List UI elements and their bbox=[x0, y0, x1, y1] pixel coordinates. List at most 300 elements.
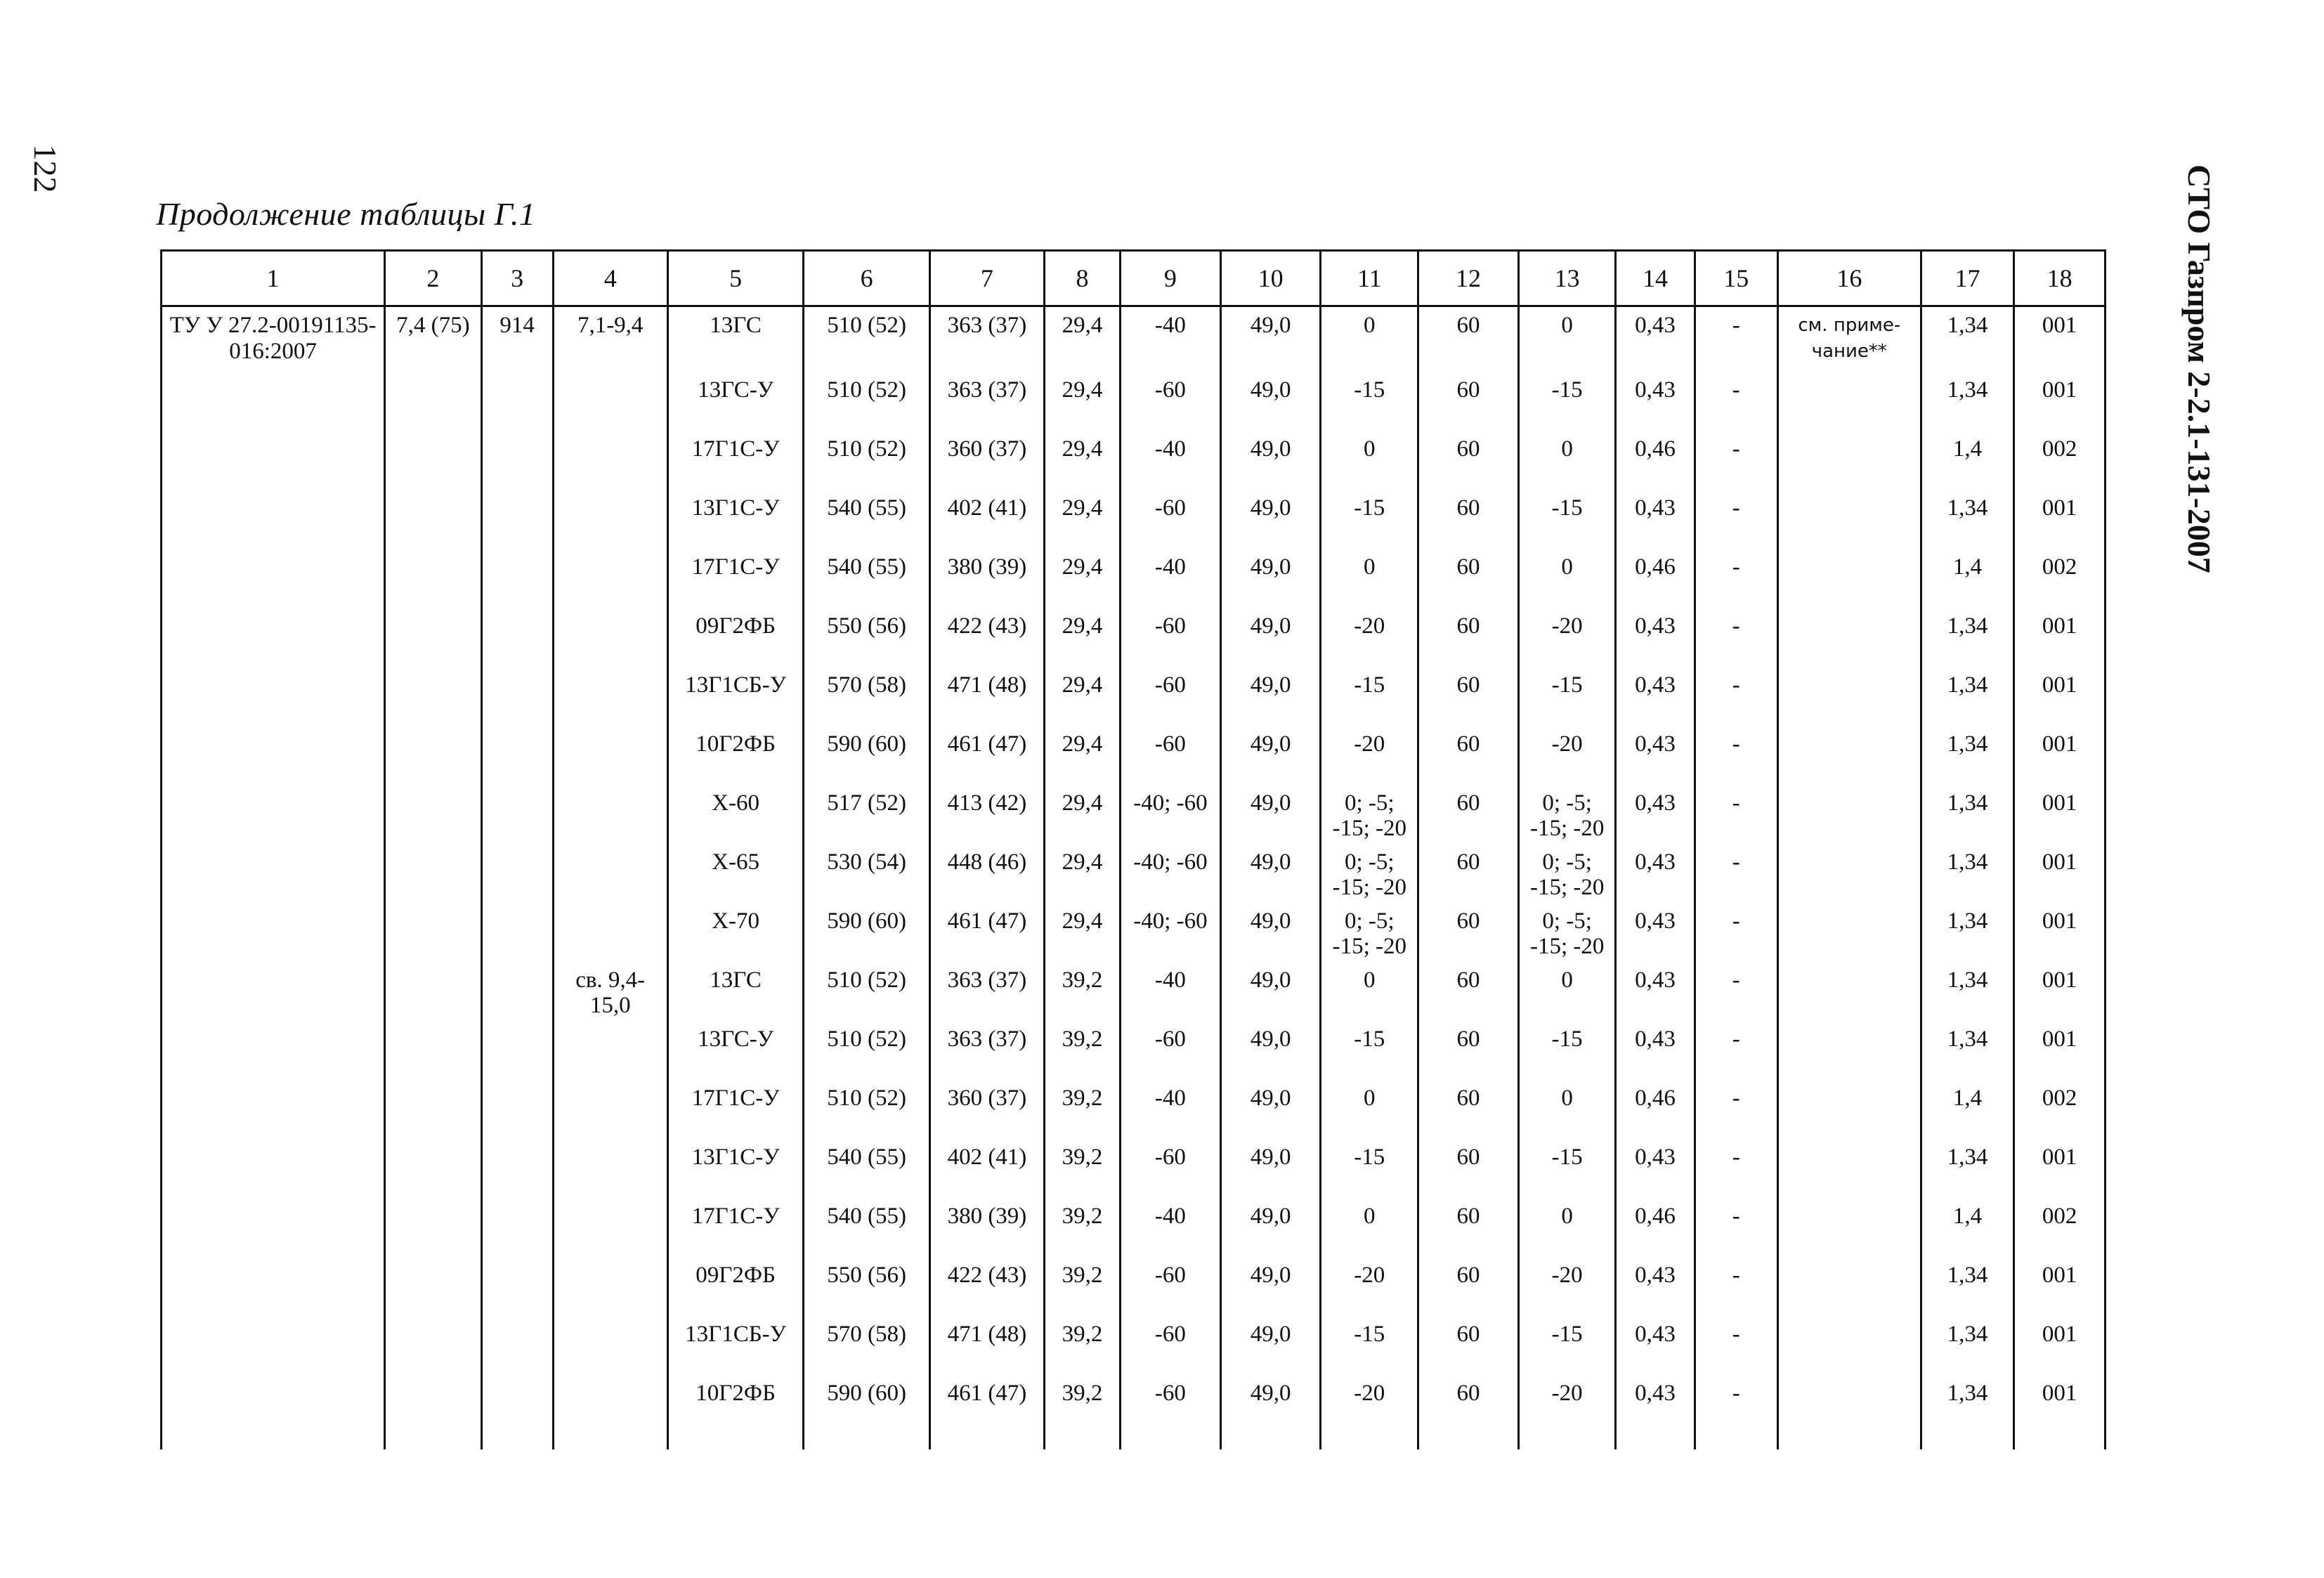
col3-cell bbox=[481, 1320, 553, 1379]
value-cell-col12: 60 bbox=[1418, 435, 1519, 494]
table-row bbox=[162, 1084, 2106, 1143]
value-cell-col9: -60 bbox=[1121, 494, 1221, 553]
value-cell-col8: 29,4 bbox=[1044, 730, 1120, 789]
tu-cell bbox=[162, 1025, 385, 1084]
table-row bbox=[162, 1025, 2106, 1084]
value-cell-col9: -60 bbox=[1121, 730, 1221, 789]
value-cell-col7: 422 (43) bbox=[929, 612, 1044, 671]
value-cell-col8: 39,2 bbox=[1044, 966, 1120, 1025]
thickness-cell bbox=[553, 1084, 667, 1143]
value-cell-col6: 570 (58) bbox=[804, 671, 929, 730]
value-cell-col10: 49,0 bbox=[1220, 848, 1321, 907]
thickness-cell bbox=[553, 1320, 667, 1379]
value-cell-col10: 49,0 bbox=[1220, 1025, 1321, 1084]
table-row bbox=[162, 1379, 2106, 1449]
steel-grade-cell: 17Г1С-У bbox=[667, 1202, 804, 1261]
col2-cell bbox=[385, 848, 482, 907]
tu-cell bbox=[162, 1379, 385, 1449]
note-cell bbox=[1777, 848, 1921, 907]
value-cell-col15: - bbox=[1695, 553, 1777, 612]
value-cell-col7: 363 (37) bbox=[929, 1025, 1044, 1084]
value-cell-col18: 002 bbox=[2014, 1084, 2106, 1143]
value-cell-col6: 590 (60) bbox=[804, 907, 929, 966]
value-cell-col15: - bbox=[1695, 1261, 1777, 1320]
table-row bbox=[162, 1320, 2106, 1379]
value-cell-col12: 60 bbox=[1418, 730, 1519, 789]
value-cell-col13: 0 bbox=[1518, 966, 1616, 1025]
value-cell-col17: 1,34 bbox=[1921, 1143, 2014, 1202]
column-header-2: 2 bbox=[385, 251, 482, 306]
value-cell-col18: 001 bbox=[2014, 1143, 2106, 1202]
value-cell-col8: 29,4 bbox=[1044, 376, 1120, 435]
column-header-6: 6 bbox=[804, 251, 929, 306]
value-cell-col11: -15 bbox=[1321, 1025, 1418, 1084]
value-cell-col18: 001 bbox=[2014, 789, 2106, 848]
value-cell-col17: 1,34 bbox=[1921, 966, 2014, 1025]
value-cell-col10: 49,0 bbox=[1220, 1320, 1321, 1379]
value-cell-col17: 1,34 bbox=[1921, 907, 2014, 966]
column-header-11: 11 bbox=[1321, 251, 1418, 306]
value-cell-col12: 60 bbox=[1418, 1202, 1519, 1261]
value-cell-col17: 1,34 bbox=[1921, 730, 2014, 789]
tu-cell bbox=[162, 376, 385, 435]
col3-cell bbox=[481, 376, 553, 435]
value-cell-col15: - bbox=[1695, 671, 1777, 730]
note-cell bbox=[1777, 1084, 1921, 1143]
value-cell-col13: 0 bbox=[1518, 1084, 1616, 1143]
col3-cell bbox=[481, 1025, 553, 1084]
value-cell-col7: 422 (43) bbox=[929, 1261, 1044, 1320]
steel-grade-cell: 10Г2ФБ bbox=[667, 1379, 804, 1449]
col2-cell bbox=[385, 376, 482, 435]
thickness-cell bbox=[553, 1202, 667, 1261]
value-cell-col15: - bbox=[1695, 730, 1777, 789]
value-cell-col15: - bbox=[1695, 966, 1777, 1025]
value-cell-col10: 49,0 bbox=[1220, 553, 1321, 612]
tu-cell bbox=[162, 730, 385, 789]
value-cell-col8: 29,4 bbox=[1044, 907, 1120, 966]
value-cell-col8: 29,4 bbox=[1044, 789, 1120, 848]
value-cell-col11: -15 bbox=[1321, 494, 1418, 553]
note-cell bbox=[1777, 907, 1921, 966]
table-row bbox=[162, 730, 2106, 789]
column-header-1: 1 bbox=[162, 251, 385, 306]
col2-cell bbox=[385, 730, 482, 789]
col3-cell: 914 bbox=[481, 306, 553, 377]
col2-cell bbox=[385, 907, 482, 966]
value-cell-col11: -15 bbox=[1321, 1320, 1418, 1379]
value-cell-col13: -15 bbox=[1518, 1025, 1616, 1084]
value-cell-col17: 1,34 bbox=[1921, 306, 2014, 377]
col3-cell bbox=[481, 671, 553, 730]
note-cell bbox=[1777, 789, 1921, 848]
value-cell-col10: 49,0 bbox=[1220, 907, 1321, 966]
steel-grade-cell: 13ГС-У bbox=[667, 1025, 804, 1084]
value-cell-col12: 60 bbox=[1418, 671, 1519, 730]
value-cell-col17: 1,34 bbox=[1921, 671, 2014, 730]
value-cell-col17: 1,4 bbox=[1921, 435, 2014, 494]
value-cell-col12: 60 bbox=[1418, 1143, 1519, 1202]
value-cell-col6: 510 (52) bbox=[804, 435, 929, 494]
value-cell-col13: -15 bbox=[1518, 1143, 1616, 1202]
value-cell-col13: 0 bbox=[1518, 553, 1616, 612]
thickness-cell bbox=[553, 907, 667, 966]
value-cell-col18: 001 bbox=[2014, 848, 2106, 907]
note-cell bbox=[1777, 376, 1921, 435]
steel-grade-cell: 13Г1С-У bbox=[667, 1143, 804, 1202]
value-cell-col14: 0,43 bbox=[1616, 671, 1695, 730]
value-cell-col6: 510 (52) bbox=[804, 376, 929, 435]
column-header-16: 16 bbox=[1777, 251, 1921, 306]
value-cell-col15: - bbox=[1695, 848, 1777, 907]
col2-cell: 7,4 (75) bbox=[385, 306, 482, 377]
value-cell-col12: 60 bbox=[1418, 789, 1519, 848]
value-cell-col6: 510 (52) bbox=[804, 966, 929, 1025]
tu-cell bbox=[162, 907, 385, 966]
column-header-3: 3 bbox=[481, 251, 553, 306]
steel-grade-cell: 13ГС-У bbox=[667, 376, 804, 435]
value-cell-col14: 0,43 bbox=[1616, 1143, 1695, 1202]
document-code: СТО Газпром 2-2.1-131-2007 bbox=[2181, 164, 2217, 573]
value-cell-col10: 49,0 bbox=[1220, 966, 1321, 1025]
value-cell-col14: 0,46 bbox=[1616, 435, 1695, 494]
value-cell-col7: 363 (37) bbox=[929, 966, 1044, 1025]
value-cell-col17: 1,4 bbox=[1921, 553, 2014, 612]
value-cell-col14: 0,43 bbox=[1616, 848, 1695, 907]
value-cell-col14: 0,43 bbox=[1616, 789, 1695, 848]
value-cell-col8: 29,4 bbox=[1044, 848, 1120, 907]
tu-cell bbox=[162, 435, 385, 494]
value-cell-col14: 0,43 bbox=[1616, 1025, 1695, 1084]
col3-cell bbox=[481, 494, 553, 553]
value-cell-col18: 001 bbox=[2014, 1261, 2106, 1320]
value-cell-col11: 0 bbox=[1321, 306, 1418, 377]
value-cell-col15: - bbox=[1695, 1143, 1777, 1202]
value-cell-col7: 402 (41) bbox=[929, 1143, 1044, 1202]
value-cell-col8: 39,2 bbox=[1044, 1379, 1120, 1449]
value-cell-col10: 49,0 bbox=[1220, 306, 1321, 377]
steel-grade-cell: Х-65 bbox=[667, 848, 804, 907]
header-row bbox=[162, 251, 2106, 306]
note-cell bbox=[1777, 1143, 1921, 1202]
value-cell-col14: 0,43 bbox=[1616, 306, 1695, 377]
value-cell-col6: 510 (52) bbox=[804, 1084, 929, 1143]
note-cell: см. приме-чание** bbox=[1777, 306, 1921, 377]
table-row bbox=[162, 1143, 2106, 1202]
value-cell-col7: 471 (48) bbox=[929, 1320, 1044, 1379]
value-cell-col12: 60 bbox=[1418, 1084, 1519, 1143]
thickness-cell bbox=[553, 1261, 667, 1320]
data-table bbox=[160, 249, 2106, 1449]
table-row bbox=[162, 435, 2106, 494]
value-cell-col12: 60 bbox=[1418, 1379, 1519, 1449]
steel-grade-cell: 13Г1СБ-У bbox=[667, 1320, 804, 1379]
steel-grade-cell: Х-60 bbox=[667, 789, 804, 848]
value-cell-col12: 60 bbox=[1418, 1320, 1519, 1379]
value-cell-col15: - bbox=[1695, 789, 1777, 848]
col2-cell bbox=[385, 435, 482, 494]
value-cell-col9: -60 bbox=[1121, 612, 1221, 671]
table-row bbox=[162, 789, 2106, 848]
value-cell-col7: 413 (42) bbox=[929, 789, 1044, 848]
note-cell bbox=[1777, 1320, 1921, 1379]
value-cell-col7: 461 (47) bbox=[929, 1379, 1044, 1449]
thickness-cell bbox=[553, 730, 667, 789]
value-cell-col13: 0; -5; -15; -20 bbox=[1518, 848, 1616, 907]
value-cell-col17: 1,34 bbox=[1921, 494, 2014, 553]
steel-grade-cell: 09Г2ФБ bbox=[667, 1261, 804, 1320]
column-header-4: 4 bbox=[553, 251, 667, 306]
value-cell-col8: 39,2 bbox=[1044, 1320, 1120, 1379]
value-cell-col14: 0,43 bbox=[1616, 1261, 1695, 1320]
value-cell-col14: 0,43 bbox=[1616, 376, 1695, 435]
value-cell-col15: - bbox=[1695, 376, 1777, 435]
value-cell-col11: 0; -5; -15; -20 bbox=[1321, 789, 1418, 848]
value-cell-col9: -60 bbox=[1121, 1143, 1221, 1202]
value-cell-col12: 60 bbox=[1418, 907, 1519, 966]
value-cell-col8: 39,2 bbox=[1044, 1202, 1120, 1261]
value-cell-col8: 39,2 bbox=[1044, 1143, 1120, 1202]
value-cell-col6: 540 (55) bbox=[804, 1202, 929, 1261]
note-cell bbox=[1777, 730, 1921, 789]
value-cell-col13: 0 bbox=[1518, 1202, 1616, 1261]
value-cell-col9: -40; -60 bbox=[1121, 848, 1221, 907]
value-cell-col11: -15 bbox=[1321, 376, 1418, 435]
tu-cell bbox=[162, 1320, 385, 1379]
col3-cell bbox=[481, 553, 553, 612]
value-cell-col11: 0; -5; -15; -20 bbox=[1321, 848, 1418, 907]
value-cell-col6: 570 (58) bbox=[804, 1320, 929, 1379]
thickness-cell bbox=[553, 376, 667, 435]
value-cell-col11: 0 bbox=[1321, 435, 1418, 494]
value-cell-col8: 29,4 bbox=[1044, 671, 1120, 730]
value-cell-col15: - bbox=[1695, 1025, 1777, 1084]
value-cell-col13: -20 bbox=[1518, 730, 1616, 789]
value-cell-col18: 001 bbox=[2014, 612, 2106, 671]
col3-cell bbox=[481, 907, 553, 966]
value-cell-col12: 60 bbox=[1418, 848, 1519, 907]
note-cell bbox=[1777, 435, 1921, 494]
value-cell-col7: 448 (46) bbox=[929, 848, 1044, 907]
value-cell-col11: 0; -5; -15; -20 bbox=[1321, 907, 1418, 966]
tu-cell bbox=[162, 1202, 385, 1261]
tu-cell bbox=[162, 1084, 385, 1143]
value-cell-col13: 0; -5; -15; -20 bbox=[1518, 907, 1616, 966]
steel-grade-cell: 13ГС bbox=[667, 966, 804, 1025]
col3-cell bbox=[481, 1084, 553, 1143]
tu-cell bbox=[162, 494, 385, 553]
value-cell-col12: 60 bbox=[1418, 494, 1519, 553]
page-number: 122 bbox=[27, 144, 63, 193]
value-cell-col13: -15 bbox=[1518, 376, 1616, 435]
col2-cell bbox=[385, 1320, 482, 1379]
value-cell-col13: -20 bbox=[1518, 1379, 1616, 1449]
col3-cell bbox=[481, 1202, 553, 1261]
value-cell-col17: 1,34 bbox=[1921, 1261, 2014, 1320]
value-cell-col14: 0,43 bbox=[1616, 966, 1695, 1025]
thickness-cell bbox=[553, 494, 667, 553]
value-cell-col14: 0,46 bbox=[1616, 1084, 1695, 1143]
tu-cell bbox=[162, 789, 385, 848]
value-cell-col6: 510 (52) bbox=[804, 1025, 929, 1084]
column-header-15: 15 bbox=[1695, 251, 1777, 306]
value-cell-col13: -15 bbox=[1518, 1320, 1616, 1379]
value-cell-col11: -20 bbox=[1321, 730, 1418, 789]
value-cell-col15: - bbox=[1695, 612, 1777, 671]
steel-grade-cell: 17Г1С-У bbox=[667, 1084, 804, 1143]
value-cell-col15: - bbox=[1695, 1320, 1777, 1379]
value-cell-col17: 1,4 bbox=[1921, 1084, 2014, 1143]
tu-cell bbox=[162, 1143, 385, 1202]
col2-cell bbox=[385, 612, 482, 671]
thickness-cell bbox=[553, 789, 667, 848]
value-cell-col7: 471 (48) bbox=[929, 671, 1044, 730]
value-cell-col13: -15 bbox=[1518, 494, 1616, 553]
column-header-13: 13 bbox=[1518, 251, 1616, 306]
column-header-9: 9 bbox=[1121, 251, 1221, 306]
value-cell-col18: 001 bbox=[2014, 376, 2106, 435]
col2-cell bbox=[385, 1143, 482, 1202]
column-header-18: 18 bbox=[2014, 251, 2106, 306]
value-cell-col11: -15 bbox=[1321, 1143, 1418, 1202]
value-cell-col18: 001 bbox=[2014, 671, 2106, 730]
value-cell-col6: 540 (55) bbox=[804, 1143, 929, 1202]
value-cell-col10: 49,0 bbox=[1220, 730, 1321, 789]
value-cell-col7: 402 (41) bbox=[929, 494, 1044, 553]
value-cell-col9: -60 bbox=[1121, 1379, 1221, 1449]
thickness-cell bbox=[553, 848, 667, 907]
value-cell-col12: 60 bbox=[1418, 306, 1519, 377]
col3-cell bbox=[481, 1143, 553, 1202]
value-cell-col18: 002 bbox=[2014, 553, 2106, 612]
value-cell-col17: 1,34 bbox=[1921, 612, 2014, 671]
value-cell-col17: 1,34 bbox=[1921, 789, 2014, 848]
value-cell-col18: 002 bbox=[2014, 1202, 2106, 1261]
value-cell-col8: 29,4 bbox=[1044, 494, 1120, 553]
tu-cell bbox=[162, 553, 385, 612]
value-cell-col14: 0,43 bbox=[1616, 494, 1695, 553]
col2-cell bbox=[385, 966, 482, 1025]
value-cell-col7: 380 (39) bbox=[929, 1202, 1044, 1261]
thickness-cell: 7,1-9,4 bbox=[553, 306, 667, 377]
steel-grade-cell: 13Г1СБ-У bbox=[667, 671, 804, 730]
value-cell-col15: - bbox=[1695, 1202, 1777, 1261]
tu-cell bbox=[162, 671, 385, 730]
note-cell bbox=[1777, 966, 1921, 1025]
column-header-17: 17 bbox=[1921, 251, 2014, 306]
col2-cell bbox=[385, 1084, 482, 1143]
value-cell-col13: -20 bbox=[1518, 612, 1616, 671]
thickness-cell bbox=[553, 553, 667, 612]
value-cell-col10: 49,0 bbox=[1220, 1379, 1321, 1449]
value-cell-col6: 510 (52) bbox=[804, 306, 929, 377]
value-cell-col11: 0 bbox=[1321, 966, 1418, 1025]
column-header-5: 5 bbox=[667, 251, 804, 306]
value-cell-col10: 49,0 bbox=[1220, 1143, 1321, 1202]
value-cell-col17: 1,34 bbox=[1921, 1025, 2014, 1084]
thickness-cell bbox=[553, 1025, 667, 1084]
value-cell-col12: 60 bbox=[1418, 1261, 1519, 1320]
table-row bbox=[162, 1261, 2106, 1320]
value-cell-col7: 461 (47) bbox=[929, 730, 1044, 789]
value-cell-col11: -20 bbox=[1321, 1379, 1418, 1449]
value-cell-col18: 002 bbox=[2014, 435, 2106, 494]
value-cell-col14: 0,43 bbox=[1616, 907, 1695, 966]
thickness-cell bbox=[553, 1143, 667, 1202]
col3-cell bbox=[481, 435, 553, 494]
table-row bbox=[162, 671, 2106, 730]
col2-cell bbox=[385, 789, 482, 848]
value-cell-col9: -40 bbox=[1121, 306, 1221, 377]
value-cell-col12: 60 bbox=[1418, 966, 1519, 1025]
col3-cell bbox=[481, 848, 553, 907]
value-cell-col18: 001 bbox=[2014, 1320, 2106, 1379]
value-cell-col11: -20 bbox=[1321, 1261, 1418, 1320]
value-cell-col9: -60 bbox=[1121, 376, 1221, 435]
thickness-cell bbox=[553, 612, 667, 671]
col3-cell bbox=[481, 1379, 553, 1449]
value-cell-col11: 0 bbox=[1321, 1084, 1418, 1143]
value-cell-col8: 39,2 bbox=[1044, 1261, 1120, 1320]
value-cell-col12: 60 bbox=[1418, 376, 1519, 435]
note-cell bbox=[1777, 1025, 1921, 1084]
value-cell-col6: 590 (60) bbox=[804, 730, 929, 789]
column-header-14: 14 bbox=[1616, 251, 1695, 306]
value-cell-col10: 49,0 bbox=[1220, 435, 1321, 494]
value-cell-col7: 360 (37) bbox=[929, 435, 1044, 494]
steel-grade-cell: 17Г1С-У bbox=[667, 435, 804, 494]
steel-grade-cell: 13Г1С-У bbox=[667, 494, 804, 553]
table-row bbox=[162, 907, 2106, 966]
value-cell-col12: 60 bbox=[1418, 612, 1519, 671]
column-header-7: 7 bbox=[929, 251, 1044, 306]
table-row bbox=[162, 553, 2106, 612]
value-cell-col10: 49,0 bbox=[1220, 671, 1321, 730]
value-cell-col12: 60 bbox=[1418, 1025, 1519, 1084]
value-cell-col18: 001 bbox=[2014, 306, 2106, 377]
value-cell-col7: 461 (47) bbox=[929, 907, 1044, 966]
thickness-cell: св. 9,4-15,0 bbox=[553, 966, 667, 1025]
table-row bbox=[162, 376, 2106, 435]
value-cell-col10: 49,0 bbox=[1220, 789, 1321, 848]
value-cell-col13: -15 bbox=[1518, 671, 1616, 730]
col2-cell bbox=[385, 1025, 482, 1084]
col3-cell bbox=[481, 730, 553, 789]
tu-cell: ТУ У 27.2-00191135-016:2007 bbox=[162, 306, 385, 377]
value-cell-col18: 001 bbox=[2014, 730, 2106, 789]
value-cell-col7: 360 (37) bbox=[929, 1084, 1044, 1143]
value-cell-col6: 550 (56) bbox=[804, 1261, 929, 1320]
col2-cell bbox=[385, 1379, 482, 1449]
col2-cell bbox=[385, 1202, 482, 1261]
col3-cell bbox=[481, 789, 553, 848]
value-cell-col8: 39,2 bbox=[1044, 1025, 1120, 1084]
value-cell-col6: 530 (54) bbox=[804, 848, 929, 907]
value-cell-col17: 1,34 bbox=[1921, 848, 2014, 907]
note-cell bbox=[1777, 1261, 1921, 1320]
value-cell-col9: -40 bbox=[1121, 1084, 1221, 1143]
value-cell-col9: -40 bbox=[1121, 1202, 1221, 1261]
value-cell-col14: 0,43 bbox=[1616, 1379, 1695, 1449]
tu-cell bbox=[162, 848, 385, 907]
value-cell-col6: 540 (55) bbox=[804, 494, 929, 553]
value-cell-col14: 0,46 bbox=[1616, 1202, 1695, 1261]
value-cell-col15: - bbox=[1695, 306, 1777, 377]
table-row bbox=[162, 612, 2106, 671]
value-cell-col12: 60 bbox=[1418, 553, 1519, 612]
value-cell-col11: 0 bbox=[1321, 1202, 1418, 1261]
column-header-10: 10 bbox=[1220, 251, 1321, 306]
